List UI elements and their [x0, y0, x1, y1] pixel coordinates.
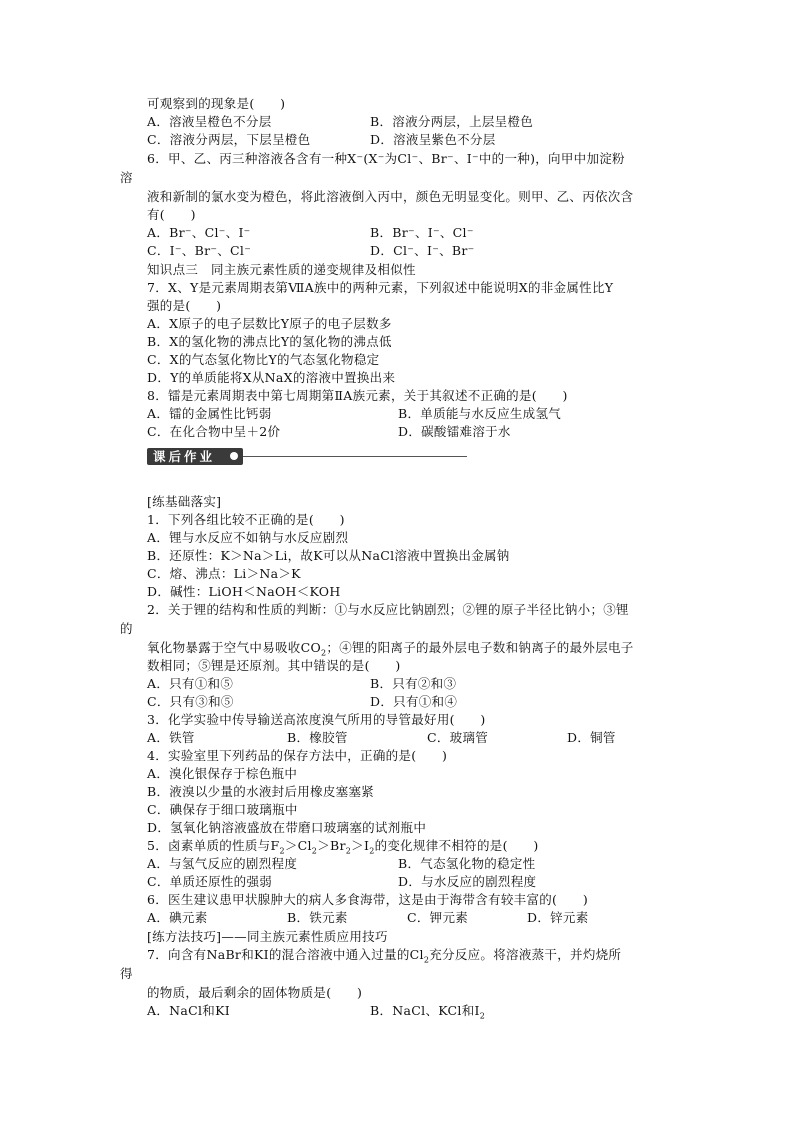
subscript: 2 [311, 846, 318, 856]
text-part: ；④锂的阳离子的最外层电子数和钠离子的最外层电子 [326, 640, 634, 655]
question-7-wrap-char: 得 [120, 966, 133, 981]
question-8-line-1: 8．镭是元素周期表中第七周期第ⅡA族元素，关于其叙述不正确的是( ) [147, 388, 568, 403]
option-b: B．单质能与水反应生成氢气 [398, 406, 562, 421]
option-c: C．碘保存于细口玻璃瓶中 [147, 802, 298, 817]
option-d: D．铜管 [567, 730, 616, 745]
option-c: C．溶液分两层，下层呈橙色 [147, 132, 311, 147]
question-2-line-3: 数相同；⑤锂是还原剂。其中错误的是( ) [147, 658, 401, 673]
option-b: B．X的氢化物的沸点比Y的氢化物的沸点低 [147, 334, 392, 349]
option-d: D．碳酸镭难溶于水 [398, 424, 511, 439]
question-3: 3．化学实验中传导输送高浓度溴气所用的导管最好用( ) [147, 712, 486, 727]
option-a: A．锂与水反应不如钠与水反应剧烈 [147, 530, 349, 545]
bullet-icon [230, 452, 238, 460]
option-c: C．只有③和⑤ [147, 694, 234, 709]
question-2-line-2 [147, 640, 634, 656]
option-b [370, 1003, 485, 1019]
option-c: C．单质还原性的强弱 [147, 874, 273, 889]
option-b: B．还原性：K＞Na＞Li，故K可以从NaCl溶液中置换出金属钠 [147, 548, 510, 563]
text-part: ＞Cl [284, 838, 312, 853]
section-banner [147, 448, 467, 468]
text-part: B．NaCl、KCl和I [370, 1003, 480, 1018]
text-part: 充分反应。将溶液蒸干，并灼烧所 [429, 947, 622, 962]
text-part: 的变化规律不相符的是( ) [374, 838, 539, 853]
option-d: D．只有①和④ [370, 694, 458, 709]
option-d: D．氢氧化钠溶液盛放在带磨口玻璃塞的试剂瓶中 [147, 820, 427, 835]
text-part: ＞I [351, 838, 370, 853]
option-b: B．液溴以少量的水液封后用橡皮塞塞紧 [147, 784, 375, 799]
option-b: B．只有②和③ [370, 676, 457, 691]
option-d: D．Y的单质能将X从NaX的溶液中置换出来 [147, 370, 396, 385]
subscript: 2 [369, 846, 375, 856]
option-c: C．I⁻、Br⁻、Cl⁻ [147, 243, 252, 258]
option-c: C．熔、沸点：Li＞Na＞K [147, 566, 301, 581]
text-part: 7．向含有NaBr和KI的混合溶液中通入过量的Cl [147, 947, 424, 962]
option-a: A．溴化银保存于棕色瓶中 [147, 766, 298, 781]
option-d: D．碱性：LiOH＜NaOH＜KOH [147, 584, 341, 599]
banner-box [147, 448, 243, 465]
option-d: D．与水反应的剧烈程度 [398, 874, 537, 889]
option-a: A．只有①和⑤ [147, 676, 234, 691]
option-a: A．镭的金属性比钙弱 [147, 406, 272, 421]
option-b: B．气态氢化物的稳定性 [398, 856, 536, 871]
option-b: B．铁元素 [287, 910, 348, 925]
subscript: 2 [279, 846, 285, 856]
question-7-line-2: 强的是( ) [147, 298, 222, 313]
option-a: A．铁管 [147, 730, 195, 745]
subscript: 2 [321, 648, 327, 658]
question-7-line-1: 7．X、Y是元素周期表第ⅦA族中的两种元素，下列叙述中能说明X的非金属性比Y [147, 280, 614, 295]
question-4: 4．实验室里下列药品的保存方法中，正确的是( ) [147, 748, 448, 763]
option-b: B．Br⁻、I⁻、Cl⁻ [370, 225, 474, 240]
banner-rule [243, 456, 467, 457]
option-c: C．X的气态氢化物比Y的气态氢化物稳定 [147, 352, 380, 367]
text-part: 5．卤素单质的性质与F [147, 838, 280, 853]
option-a: A．Br⁻、Cl⁻、I⁻ [147, 225, 251, 240]
knowledge-point-heading: 知识点三 同主族元素性质的递变规律及相似性 [147, 262, 416, 277]
question-stem: 可观察到的现象是( ) [147, 96, 286, 111]
option-d: D．溶液呈紫色不分层 [370, 132, 496, 147]
question-1: 1．下列各组比较不正确的是( ) [147, 512, 345, 527]
subscript: 2 [423, 955, 430, 965]
subscript: 2 [345, 846, 352, 856]
question-2-line-1: 2．关于锂的结构和性质的判断：①与水反应比钠剧烈；②锂的原子半径比钠小；③锂 [147, 602, 629, 617]
question-6: 6．医生建议患甲状腺肿大的病人多食海带，这是由于海带含有较丰富的( ) [147, 892, 589, 907]
option-b: B．溶液分两层，上层呈橙色 [370, 114, 534, 129]
option-d: D．Cl⁻、I⁻、Br⁻ [370, 243, 475, 258]
section-header: [练方法技巧]——同主族元素性质应用技巧 [147, 929, 388, 944]
question-2-wrap-char: 的 [120, 621, 133, 636]
question-6-line-3: 有( ) [147, 207, 196, 222]
question-7-line-2: 的物质，最后剩余的固体物质是( ) [147, 985, 363, 1000]
option-c: C．钾元素 [407, 910, 469, 925]
option-c: C．在化合物中呈＋2价 [147, 424, 281, 439]
option-a: A．NaCl和KI [147, 1003, 230, 1018]
text-part: 氧化物暴露于空气中易吸收CO [147, 640, 322, 655]
question-6-line-2: 液和新制的氯水变为橙色，将此溶液倒入丙中，颜色无明显变化。则甲、乙、丙依次含 [147, 189, 634, 204]
subscript: 2 [479, 1011, 486, 1021]
section-header: [练基础落实] [147, 494, 222, 509]
option-a: A．与氢气反应的剧烈程度 [147, 856, 298, 871]
option-b: B．橡胶管 [287, 730, 348, 745]
banner-title: 课后作业 [153, 449, 216, 464]
option-a: A．溶液呈橙色不分层 [147, 114, 272, 129]
question-5 [147, 838, 539, 854]
question-6-line-1: 6．甲、乙、丙三种溶液各含有一种X⁻(X⁻为Cl⁻、Br⁻、I⁻中的一种)，向甲中加淀粉 [147, 151, 625, 166]
option-d: D．锌元素 [527, 910, 589, 925]
option-c: C．玻璃管 [427, 730, 489, 745]
question-7-line-1 [147, 947, 621, 963]
text-part: ＞Br [317, 838, 346, 853]
option-a: A．X原子的电子层数比Y原子的电子层数多 [147, 316, 392, 331]
option-a: A．碘元素 [147, 910, 208, 925]
question-6-wrap-char: 溶 [120, 170, 133, 185]
